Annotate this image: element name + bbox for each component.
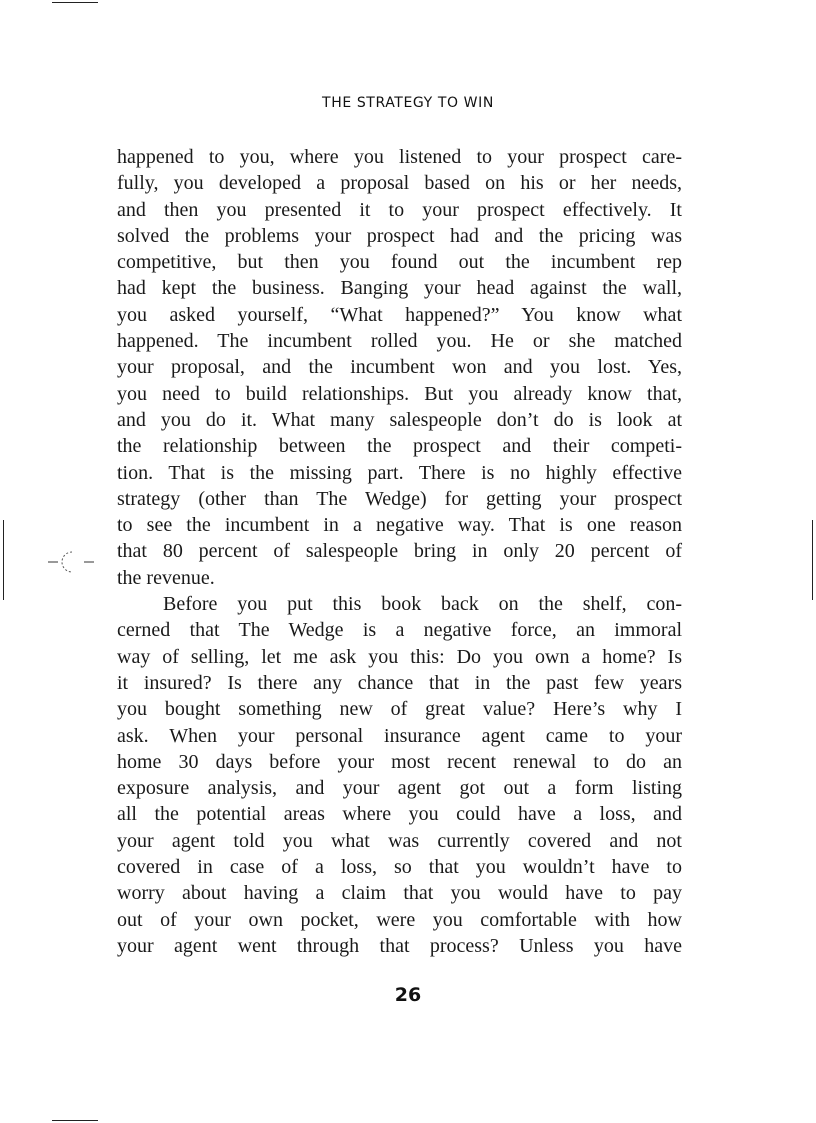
text-line: you bought something new of great value? Here’s why I [117,698,682,721]
crop-mark-bottom [52,1120,98,1121]
text-line: all the potential areas where you could have a loss, and [117,803,682,826]
text-line: Before you put this book back on the shelf, con- [163,593,682,616]
body-text [117,144,682,959]
text-line: tion. That is the missing part. There is no highly effective [117,461,682,484]
registration-mark-icon [48,548,98,576]
text-line: competitive, but then you found out the incumbent rep [117,251,682,274]
text-line: the relationship between the prospect and their competi- [117,435,682,458]
text-line: solved the problems your prospect had and the pricing was [117,224,682,247]
paragraph [117,144,682,591]
text-line: and then you presented it to your prospect effectively. It [117,198,682,221]
text-line: you asked yourself, “What happened?” You know what [117,303,682,326]
text-line: the revenue. [117,566,215,589]
text-line: you need to build relationships. But you already know that, [117,382,682,405]
crop-mark-right [812,520,813,600]
text-line: that 80 percent of salespeople bring in only 20 percent of [117,540,682,563]
text-line: home 30 days before your most recent renewal to do an [117,750,682,773]
text-line: your agent went through that process? Unless you have [117,934,682,957]
text-line: it insured? Is there any chance that in the past few years [117,671,682,694]
text-line: happened. The incumbent rolled you. He or she matched [117,330,682,353]
text-line: your agent told you what was currently covered and not [117,829,682,852]
text-line: out of your own pocket, were you comfortable with how [117,908,682,931]
page-number: 26 [394,984,422,1006]
text-line: your proposal, and the incumbent won and you lost. Yes, [117,356,682,379]
text-line: covered in case of a loss, so that you wouldn’t have to [117,856,682,879]
text-line: cerned that The Wedge is a negative force, an immoral [117,619,682,642]
text-line: fully, you developed a proposal based on his or her needs, [117,172,682,195]
crop-mark-top [52,2,98,3]
crop-mark-left [3,520,4,600]
text-line: way of selling, let me ask you this: Do you own a home? Is [117,645,682,668]
text-line: happened to you, where you listened to your prospect care- [117,146,682,168]
text-line: ask. When your personal insurance agent came to your [117,724,682,747]
running-head: THE STRATEGY TO WIN [322,95,494,111]
text-line: and you do it. What many salespeople don’t do is look at [117,408,682,431]
text-line: had kept the business. Banging your head against the wall, [117,277,682,300]
text-line: to see the incumbent in a negative way. That is one reason [117,514,682,537]
text-line: worry about having a claim that you would have to pay [117,882,682,905]
text-line: strategy (other than The Wedge) for getting your prospect [117,487,682,510]
paragraph [117,591,682,959]
text-line: exposure analysis, and your agent got out a form listing [117,777,682,800]
